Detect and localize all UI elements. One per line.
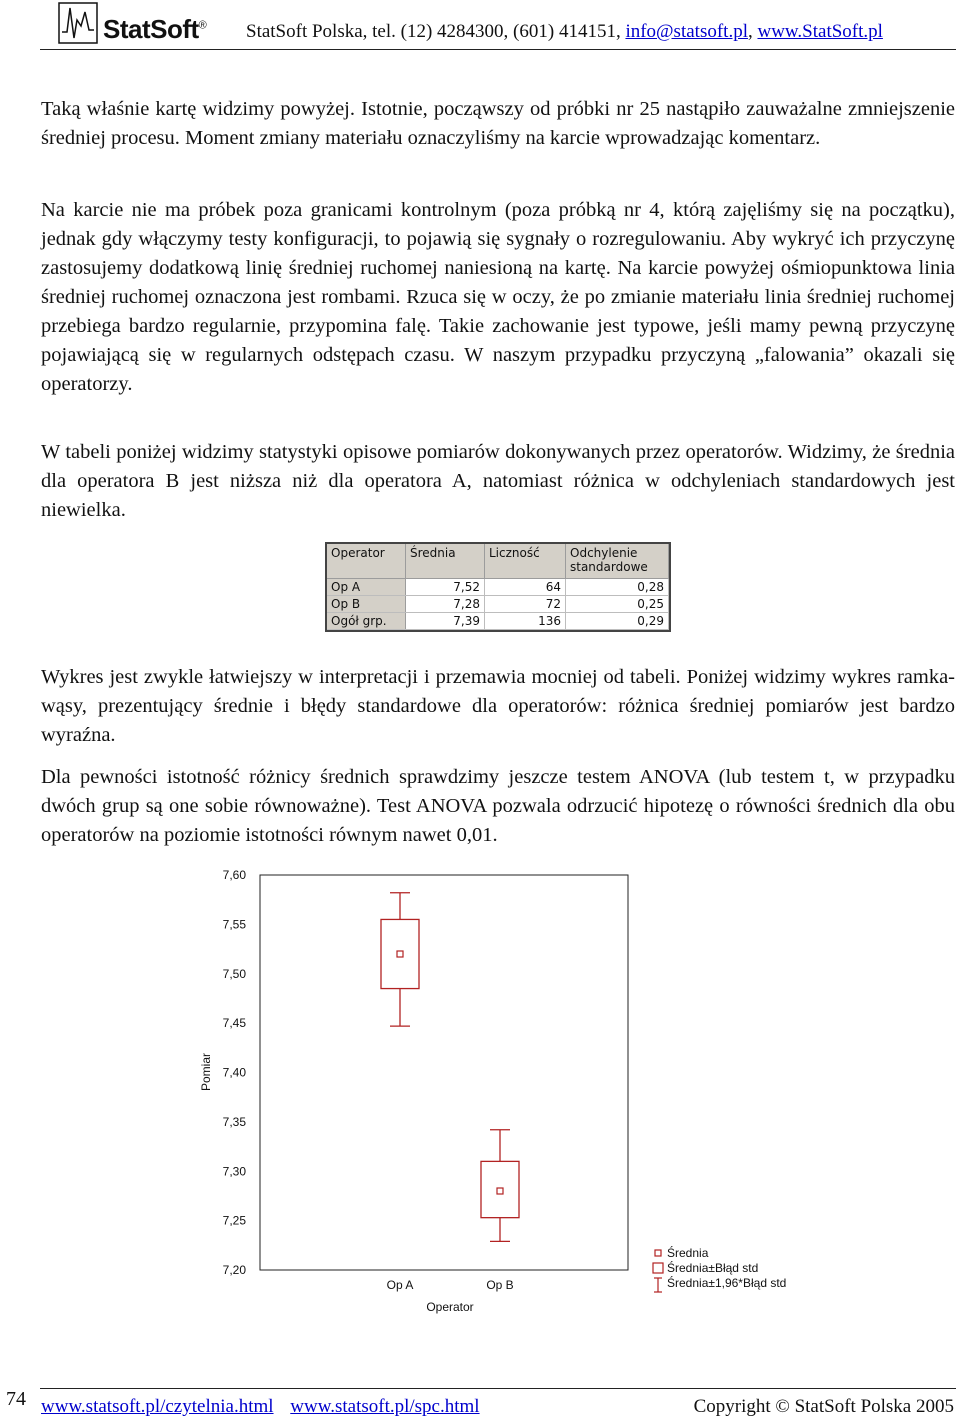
email-link[interactable]: info@statsoft.pl (625, 21, 748, 42)
table-cell: 0,28 (566, 579, 669, 596)
y-tick-label: 7,25 (222, 1213, 246, 1228)
x-axis-title: Operator (426, 1300, 474, 1314)
column-header: Odchylenie standardowe (566, 544, 669, 579)
page-number: 74 (6, 1388, 26, 1410)
page-header (0, 0, 960, 52)
paragraph-5: Dla pewności istotność różnicy średnich sprawdzimy jeszcze testem ANOVA (lub testem t, w przypadku dwóch grup są one sobie równoważne). Test ANOVA pozwala odrzucić hipotezę o równości średnich dla obu operatorów na poziomie istotności równym nawet 0,01. (41, 766, 955, 846)
y-tick-label: 7,40 (222, 1065, 246, 1080)
paragraph-3: W tabeli poniżej widzimy statystyki opisowe pomiarów dokonywanych przez operatorów. Widzimy, że średnia dla operatora B jest niższa niż dla operatora A, natomiast różnica w odchyleniach standardowych jest niewielka. (41, 441, 955, 521)
legend-label: Średnia±Błąd std (667, 1261, 759, 1275)
table-cell: 72 (485, 596, 566, 613)
legend-label: Średnia (667, 1246, 709, 1260)
plot-frame (260, 875, 628, 1270)
y-axis-title: Pomiar (199, 1052, 213, 1092)
y-tick-label: 7,30 (222, 1164, 246, 1179)
y-tick-label: 7,60 (222, 868, 246, 882)
table-cell: 7,39 (406, 613, 485, 630)
mean-marker (497, 1188, 503, 1194)
website-link[interactable]: www.StatSoft.pl (757, 21, 883, 42)
table-cell: 7,28 (406, 596, 485, 613)
header-contact: StatSoft Polska, tel. (12) 4284300, (601) 414151, info@statsoft.pl, www.StatSoft.pl (246, 21, 883, 42)
table-row (327, 596, 669, 613)
stats-table (325, 542, 671, 632)
statsoft-logo-icon (58, 2, 98, 44)
footer-divider (40, 1388, 956, 1389)
copyright-text: Copyright © StatSoft Polska 2005 (693, 1396, 954, 1417)
y-tick-label: 7,45 (222, 1016, 246, 1031)
legend-box-swatch (653, 1263, 663, 1273)
table-cell: Op B (327, 596, 406, 613)
box-whisker-chart (180, 860, 820, 1330)
legend-mean-swatch (655, 1250, 661, 1256)
footer-links (41, 1396, 492, 1418)
column-header: Liczność (485, 544, 566, 579)
x-category-label: Op A (386, 1278, 414, 1292)
legend-label: Średnia±1,96*Błąd std (667, 1276, 787, 1290)
mean-marker (397, 951, 403, 957)
table-cell: 136 (485, 613, 566, 630)
table-cell: 0,29 (566, 613, 669, 630)
logo-wordmark: StatSoft® (103, 14, 207, 44)
column-header: Średnia (406, 544, 485, 579)
table-cell: 64 (485, 579, 566, 596)
paragraph-4: Wykres jest zwykle łatwiejszy w interpretacji i przemawia mocniej od tabeli. Poniżej widzimy wykres ramka-wąsy, prezentujący średnie i błędy standardowe dla operatorów: różnica średniej pomiarów jest bardzo wyraźna. (41, 666, 955, 746)
czytelnia-link[interactable]: www.statsoft.pl/czytelnia.html (41, 1396, 274, 1417)
table-cell: Op A (327, 579, 406, 596)
spc-link[interactable]: www.statsoft.pl/spc.html (290, 1396, 480, 1417)
table-header-row (327, 544, 669, 579)
x-category-label: Op B (486, 1278, 514, 1292)
table-row (327, 579, 669, 596)
y-tick-label: 7,50 (222, 966, 246, 981)
paragraph-1: Taką właśnie kartę widzimy powyżej. Istotnie, począwszy od próbki nr 25 nastąpiło zauważalne zmniejszenie średniej procesu. Moment zmiany materiału oznaczyliśmy na karcie wprowadzając komentarz. (41, 98, 955, 149)
paragraph-2: Na karcie nie ma próbek poza granicami kontrolnym (poza próbką nr 4, którą zajęliśmy się na początku), jednak gdy włączymy testy konfiguracji, to pojawią się sygnały o rozregulowaniu. Aby wykryć ich przyczynę zastosujemy dodatkową linię średniej ruchomej naniesioną na kartę. Na karcie powyżej ośmiopunktowa linia średniej ruchomej oznaczona jest rombami. Rzuca się w oczy, że po zmianie materiału linia średniej ruchomej przebiega bardzo regularnie, przypomina falę. Takie zachowanie jest typowe, jeśli mamy pewną przyczynę pojawiającą się w regularnych odstępach czasu. W naszym przypadku przyczyną „falowania” okazali się operatorzy. (41, 199, 955, 395)
table-row (327, 613, 669, 630)
header-divider (40, 49, 956, 50)
table-cell: Ogół grp. (327, 613, 406, 630)
table-cell: 7,52 (406, 579, 485, 596)
y-tick-label: 7,35 (222, 1114, 246, 1129)
y-tick-label: 7,20 (222, 1263, 246, 1277)
column-header: Operator (327, 544, 406, 579)
y-tick-label: 7,55 (222, 917, 246, 932)
table-cell: 0,25 (566, 596, 669, 613)
